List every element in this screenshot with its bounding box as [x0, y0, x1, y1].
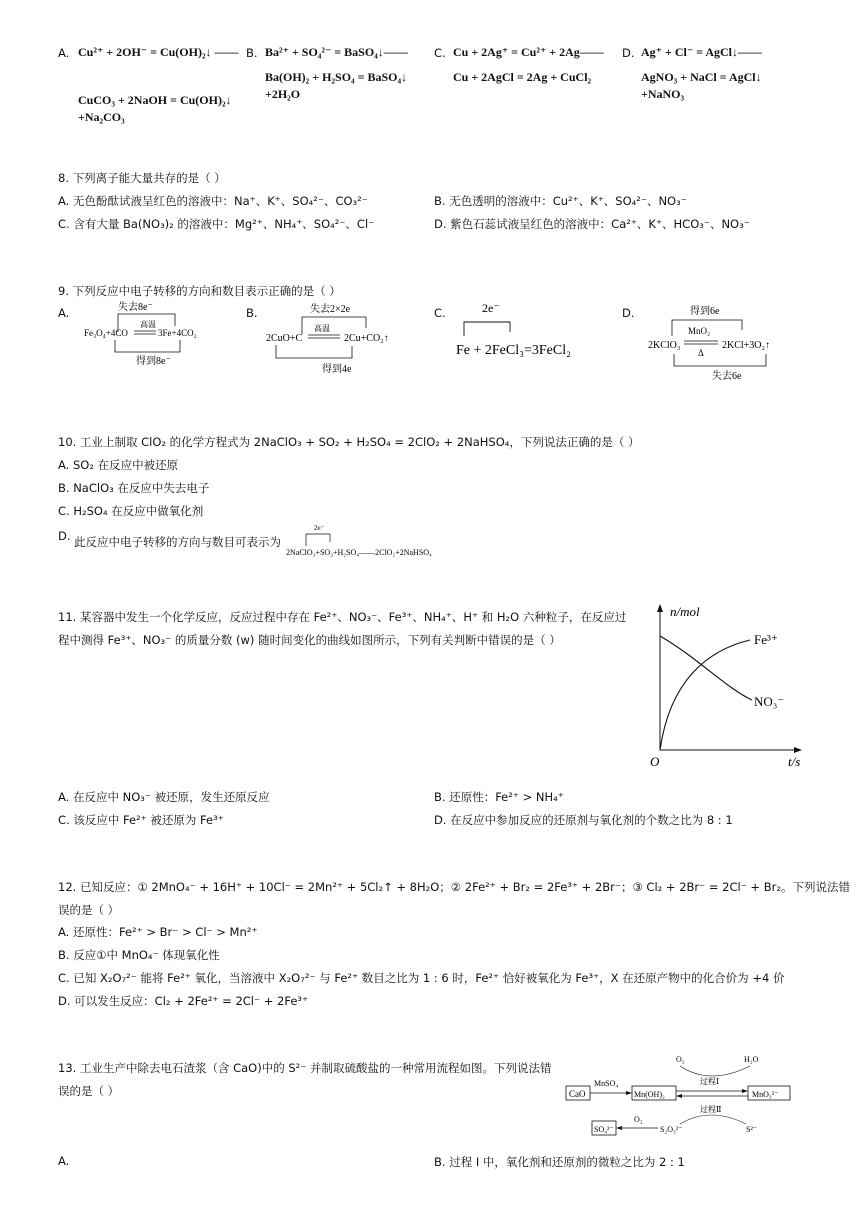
q13-o2-h2o-arc: [680, 1066, 750, 1076]
q7-option-d-line3: +NaNO₃: [641, 87, 685, 101]
q13-process2-label: 过程Ⅱ: [700, 1105, 722, 1114]
q13-option-a: A.: [58, 1154, 70, 1168]
q9-d-eq-left: 2KClO₃: [648, 340, 681, 351]
q7-option-b-label: B.: [246, 46, 258, 60]
q13-so4-label: SO₄²⁻: [594, 1125, 614, 1134]
q9-a-top-label: 失去8e⁻: [118, 302, 153, 313]
q11-option-b: B. 还原性：Fe²⁺ > NH₄⁺: [434, 790, 564, 804]
q9-c-top-label: 2e⁻: [482, 301, 500, 315]
q9-option-d-diagram: [644, 300, 794, 382]
q13-s2-label: S²⁻: [746, 1125, 758, 1134]
q7-option-a-label: A.: [58, 46, 70, 60]
q11-x-axis-label: t/s: [788, 754, 801, 769]
q7-option-a-line1: Cu²⁺ + 2OH⁻ = Cu(OH)₂↓ ——: [78, 45, 239, 59]
q9-b-top-label: 失去2×2e: [310, 304, 351, 315]
q12-option-b: B. 反应①中 MnO₄⁻ 体现氧化性: [58, 948, 220, 962]
q10-option-d-text: 此反应中电子转移的方向与数目可表示为: [74, 535, 281, 549]
q9-b-bottom-label: 得到4e: [322, 364, 352, 375]
q7-option-d-line2: AgNO₃ + NaCl = AgCl↓: [641, 70, 762, 84]
q11-y-axis-arrowhead: [657, 604, 663, 612]
q10-d-equation: 2NaClO₃+SO₂+H₂SO₄——2ClO₂+2NaHSO₄: [286, 548, 432, 557]
q13-mnso4-label: MnSO₄: [594, 1079, 619, 1088]
q11-stem-line2: 程中测得 Fe³⁺、NO₃⁻ 的质量分数 (w) 随时间变化的曲线如图所示，下列有关判断中错误的是（ ）: [58, 633, 561, 647]
q9-option-d-label: D.: [622, 306, 635, 320]
q13-s2o3-label: S₂O₃²⁻: [660, 1125, 683, 1134]
q9-d-bottom-label: 失去6e: [712, 371, 742, 382]
q7-option-b-line2: Ba(OH)₂ + H₂SO₄ = BaSO₄↓: [265, 70, 408, 84]
q7-option-c-line2: Cu + 2AgCl = 2Ag + CuCl₂: [453, 70, 592, 84]
q7-option-a-line3: +Na₂CO₃: [78, 110, 125, 124]
q9-option-c-label: C.: [434, 306, 446, 320]
q10-d-arrow: [306, 534, 330, 546]
q13-flow-diagram: [560, 1050, 800, 1142]
q11-option-a: A. 在反应中 NO₃⁻ 被还原，发生还原反应: [58, 790, 270, 804]
q13-cao-label: CaO: [569, 1089, 586, 1099]
q10-option-d-label: D.: [58, 529, 71, 543]
q8-stem: 8. 下列离子能大量共存的是（ ）: [58, 171, 226, 185]
q12-stem-line2: 误的是（ ）: [58, 903, 120, 917]
q9-b-eq-right: 2Cu+CO₂↑: [344, 333, 389, 344]
q13-arrowhead-s2o3: [616, 1126, 622, 1130]
q13-mno3-label: MnO₃²⁻: [752, 1090, 779, 1099]
q8-option-d: D. 紫色石蕊试液呈红色的溶液中：Ca²⁺、K⁺、HCO₃⁻、NO₃⁻: [434, 217, 750, 231]
q11-chart: [648, 600, 808, 770]
q12-option-a: A. 还原性：Fe²⁺ > Br⁻ > Cl⁻ > Mn²⁺: [58, 925, 258, 939]
q13-o2-top-label: O₂: [676, 1055, 685, 1064]
q7-option-a-line2: CuCO₃ + 2NaOH = Cu(OH)₂↓: [78, 93, 232, 107]
q9-d-condition-bottom: Δ: [698, 348, 704, 358]
q11-option-d: D. 在反应中参加反应的还原剂与氧化剂的个数之比为 8 : 1: [434, 813, 733, 827]
q11-series-no3-label: NO₃⁻: [754, 694, 785, 709]
q9-stem: 9. 下列反应中电子转移的方向和数目表示正确的是（ ）: [58, 284, 341, 298]
q9-option-b-label: B.: [246, 306, 258, 320]
q11-series-no3-line: [660, 636, 752, 700]
q7-option-b-line3: +2H₂O: [265, 87, 301, 101]
q8-option-a: A. 无色酚酞试液呈红色的溶液中：Na⁺、K⁺、SO₄²⁻、CO₃²⁻: [58, 194, 368, 208]
q11-series-fe3-label: Fe³⁺: [754, 632, 778, 647]
q8-option-b: B. 无色透明的溶液中：Cu²⁺、K⁺、SO₄²⁻、NO₃⁻: [434, 194, 687, 208]
q8-option-c: C. 含有大量 Ba(NO₃)₂ 的溶液中：Mg²⁺、NH₄⁺、SO₄²⁻、Cl⁻: [58, 217, 375, 231]
q11-option-c: C. 该反应中 Fe²⁺ 被还原为 Fe³⁺: [58, 813, 224, 827]
q12-option-c: C. 已知 X₂O₇²⁻ 能将 Fe²⁺ 氧化，当溶液中 X₂O₇²⁻ 与 Fe²⁺ 数目之比为 1 : 6 时，Fe²⁺ 恰好被氧化为 Fe³⁺，X 在还原产物中的化合价为 +4 价: [58, 971, 785, 985]
q13-stem-line2: 误的是（ ）: [58, 1084, 120, 1098]
q7-option-d-line1: Ag⁺ + Cl⁻ = AgCl↓——: [641, 45, 763, 59]
q9-b-condition: 高温: [314, 324, 330, 333]
q7-option-d-label: D.: [622, 46, 635, 60]
q7-option-c-label: C.: [434, 46, 446, 60]
q9-b-bottom-arrow: [276, 345, 352, 358]
q9-a-eq-left: Fe₃O₄+4CO: [84, 328, 128, 338]
q13-mnoh2-label: Mn(OH)₂: [634, 1090, 665, 1099]
q7-option-c-line1: Cu + 2Ag⁺ = Cu²⁺ + 2Ag——: [453, 45, 604, 59]
q11-origin-label: O: [650, 754, 660, 769]
q11-x-axis-arrowhead: [794, 747, 802, 753]
q9-a-bottom-label: 得到8e⁻: [136, 356, 171, 367]
q9-option-c-diagram: [452, 298, 612, 366]
q10-option-c: C. H₂SO₄ 在反应中做氧化剂: [58, 504, 204, 518]
q9-b-eq-left: 2CuO+C: [266, 333, 303, 344]
q13-arrowhead-forward: [742, 1089, 748, 1093]
q12-option-d: D. 可以发生反应：Cl₂ + 2Fe²⁺ = 2Cl⁻ + 2Fe³⁺: [58, 994, 309, 1008]
q10-stem: 10. 工业上制取 ClO₂ 的化学方程式为 2NaClO₃ + SO₂ + H₂SO₄ = 2ClO₂ + 2NaHSO₄，下列说法正确的是（ ）: [58, 435, 640, 449]
q13-stem-line1: 13. 工业生产中除去电石渣浆（含 CaO)中的 S²⁻ 并制取硫酸盐的一种常用流程如图。下列说法错: [58, 1061, 552, 1075]
q9-d-eq-right: 2KCl+3O₂↑: [722, 340, 771, 351]
q9-d-condition-top: MnO₂: [688, 326, 711, 336]
q13-process1-label: 过程Ⅰ: [700, 1077, 720, 1086]
q13-arrowhead-cao: [626, 1091, 632, 1095]
q9-c-top-arrow: [464, 322, 510, 336]
q9-b-top-arrow: [302, 317, 366, 334]
q11-stem-line1: 11. 某容器中发生一个化学反应，反应过程中存在 Fe²⁺、NO₃⁻、Fe³⁺、NH₄⁺、H⁺ 和 H₂O 六种粒子，在反应过: [58, 610, 627, 624]
q7-option-b-line1: Ba²⁺ + SO₄²⁻ = BaSO₄↓——: [265, 45, 408, 59]
q13-option-b: B. 过程 I 中，氧化剂和还原剂的微粒之比为 2 : 1: [434, 1155, 685, 1169]
q13-h2o-label: H₂O: [744, 1055, 759, 1064]
q9-c-equation: Fe + 2FeCl₃=3FeCl₂: [456, 343, 572, 358]
q10-option-d-diagram: [284, 522, 484, 562]
q12-stem-line1: 12. 已知反应：① 2MnO₄⁻ + 16H⁺ + 10Cl⁻ = 2Mn²⁺ + 5Cl₂↑ + 8H₂O；② 2Fe²⁺ + Br₂ = 2Fe³⁺ + 2Br⁻；③ Cl₂ + 2Br⁻ = 2Cl⁻ + Br₂。下列说法错: [58, 880, 850, 894]
q13-o2-bottom-label: O₂: [634, 1115, 643, 1124]
q9-a-condition: 高温: [140, 320, 156, 329]
q11-series-fe3-line: [660, 640, 750, 750]
q9-a-eq-right: 3Fe+4CO₂: [158, 328, 197, 338]
q10-option-b: B. NaClO₃ 在反应中失去电子: [58, 481, 210, 495]
q10-d-arrow-label: 2e⁻: [314, 524, 325, 532]
q11-y-axis-label: n/mol: [670, 604, 700, 619]
q9-option-b-diagram: [262, 300, 412, 378]
q13-s2-s2o3-arc: [680, 1115, 746, 1124]
q13-arrowhead-backward: [676, 1094, 682, 1098]
q9-d-bottom-arrow: [674, 354, 766, 366]
q9-option-a-diagram: [80, 300, 220, 372]
q9-d-top-label: 得到6e: [690, 306, 720, 317]
q9-option-a-label: A.: [58, 306, 70, 320]
q10-option-a: A. SO₂ 在反应中被还原: [58, 458, 179, 472]
q9-a-bottom-arrow: [115, 340, 180, 352]
